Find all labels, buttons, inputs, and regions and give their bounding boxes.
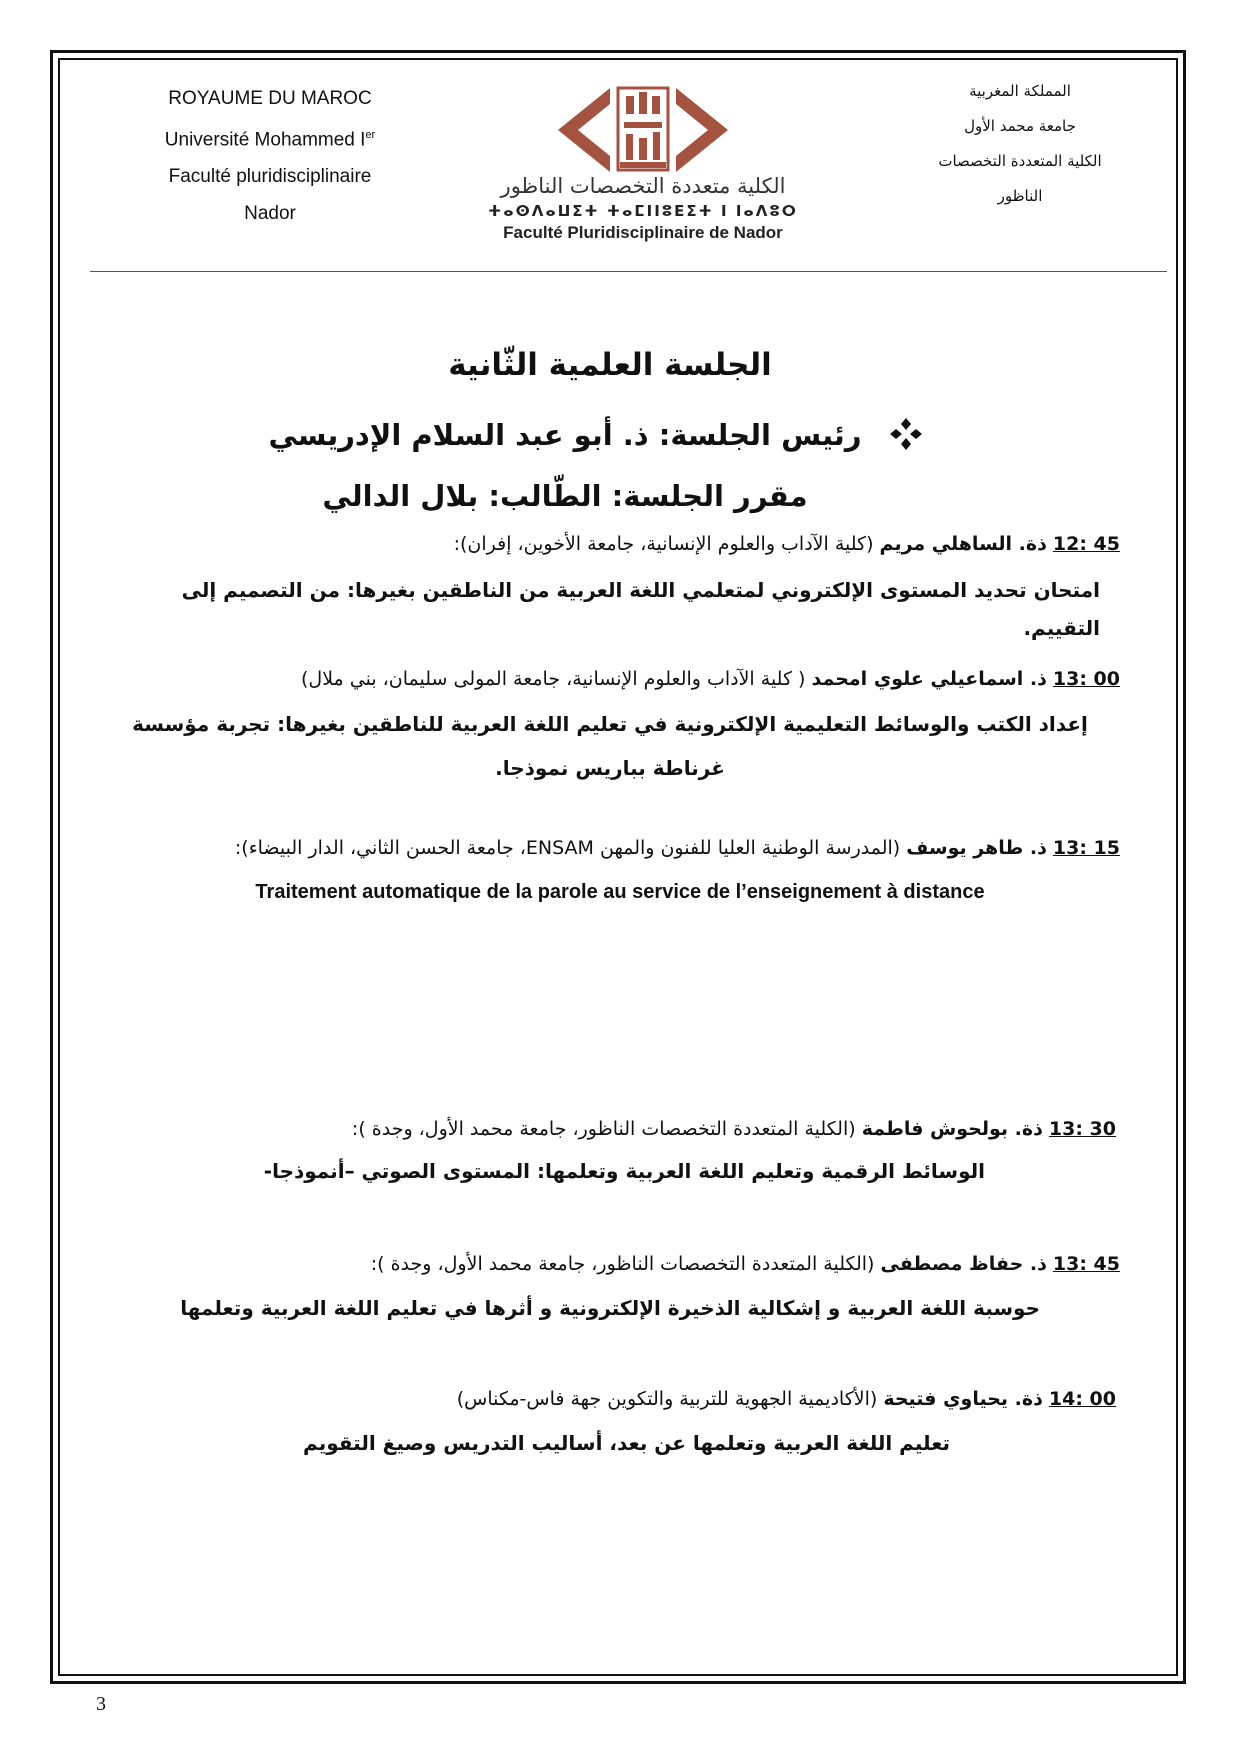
page-number: 3 bbox=[96, 1693, 106, 1715]
talk-item bbox=[120, 1110, 1120, 1190]
talk-title: إعداد الكتب والوسائط التعليمية الإلكترونية في تعليم اللغة العربية للناطقين بغيرها: تجربة مؤسسة غرناطة بباريس نموذجا. bbox=[132, 712, 1088, 780]
header-ar-kingdom: المملكة المغربية bbox=[969, 82, 1071, 100]
talk-affiliation: (المدرسة الوطنية العليا للفنون والمهن ENSAM، جامعة الحسن الثاني، الدار البيضاء): bbox=[234, 837, 901, 859]
talk-speaker: ذ. اسماعيلي علوي امحمد bbox=[811, 668, 1047, 690]
talk-header bbox=[120, 1380, 1120, 1418]
logo-tifinagh-name: ⵜⴰⵙⴷⴰⵡⵉⵜ ⵜⴰⵎⵏⵏⵓⴹⵉⵜ ⵏ ⵏⴰⴷⵓⵔ bbox=[488, 202, 798, 220]
session-rapporteur: مقرر الجلسة: الطّالب: بلال الدالي bbox=[322, 479, 808, 513]
talk-header bbox=[120, 1110, 1120, 1148]
header-fr-kingdom: ROYAUME DU MAROC bbox=[168, 88, 372, 109]
talk-speaker: ذة. الساهلي مريم bbox=[879, 533, 1047, 555]
talk-speaker: ذة. يحياوي فتيحة bbox=[883, 1388, 1043, 1410]
header-fr-faculty: Faculté pluridisciplinaire bbox=[168, 166, 372, 188]
talk-header bbox=[120, 660, 1120, 698]
talk-title: Traitement automatique de la parole au service de l’enseignement à distance bbox=[255, 881, 985, 903]
talk-header bbox=[120, 1245, 1120, 1283]
talk-speaker: ذة. بولحوش فاطمة bbox=[861, 1118, 1043, 1140]
faculty-emblem-icon bbox=[438, 78, 848, 178]
header-french-block bbox=[140, 80, 400, 232]
logo-french-name: Faculté Pluridisciplinaire de Nador bbox=[503, 223, 783, 242]
talk-time: 13: 15 bbox=[1052, 837, 1120, 859]
talk-header bbox=[120, 525, 1120, 563]
talk-affiliation: ( كلية الآداب والعلوم الإنسانية، جامعة المولى سليمان، بني ملال) bbox=[300, 668, 806, 690]
talk-item bbox=[120, 1380, 1120, 1462]
talk-speaker: ذ. طاهر يوسف bbox=[906, 837, 1047, 859]
talk-title: تعليم اللغة العربية وتعلمها عن بعد، أساليب التدريس وصيغ التقويم bbox=[303, 1431, 950, 1455]
talk-time: 12: 45 bbox=[1052, 533, 1120, 555]
logo-arabic-name: الكلية متعددة التخصصات الناظور bbox=[500, 174, 786, 198]
talk-item bbox=[120, 827, 1120, 911]
talk-item bbox=[120, 525, 1120, 647]
talk-item bbox=[120, 1245, 1120, 1327]
talk-time: 13: 45 bbox=[1052, 1253, 1120, 1275]
talk-time: 13: 00 bbox=[1052, 668, 1120, 690]
talk-affiliation: (الكلية المتعددة التخصصات الناظور، جامعة محمد الأول، وجدة ): bbox=[351, 1118, 856, 1140]
header-arabic-block bbox=[900, 74, 1140, 214]
talk-affiliation: (كلية الآداب والعلوم الإنسانية، جامعة الأخوين، إفران): bbox=[453, 533, 874, 555]
faculty-logo bbox=[438, 78, 848, 253]
talk-title: حوسبة اللغة العربية و إشكالية الذخيرة الإلكترونية و أثرها في تعليم اللغة العربية وتعلمها bbox=[180, 1296, 1040, 1320]
header-ar-city: الناظور bbox=[997, 187, 1043, 205]
header-ar-university: جامعة محمد الأول bbox=[964, 117, 1076, 135]
header-divider bbox=[90, 271, 1167, 272]
talk-time: 14: 00 bbox=[1048, 1388, 1116, 1410]
talk-item bbox=[120, 660, 1120, 790]
talk-speaker: ذ. حفاظ مصطفى bbox=[880, 1253, 1047, 1275]
session-title: الجلسة العلمية الثّانية bbox=[448, 347, 772, 383]
session-president: رئيس الجلسة: ذ. أبو عبد السلام الإدريسي bbox=[268, 418, 862, 452]
header-fr-university: Université Mohammed Ier bbox=[164, 129, 376, 151]
header-ar-faculty: الكلية المتعددة التخصصات bbox=[938, 152, 1102, 170]
talk-title: امتحان تحديد المستوى الإلكتروني لمتعلمي اللغة العربية من الناطقين بغيرها: من التصميم إلى التقييم. bbox=[181, 578, 1100, 640]
talk-title: الوسائط الرقمية وتعليم اللغة العربية وتعلمها: المستوى الصوتي –أنموذجا- bbox=[263, 1159, 985, 1183]
header-fr-city: Nador bbox=[244, 203, 296, 225]
talk-affiliation: (الكلية المتعددة التخصصات الناظور، جامعة محمد الأول، وجدة ): bbox=[370, 1253, 875, 1275]
talk-affiliation: (الأكاديمية الجهوية للتربية والتكوين جهة فاس-مكناس) bbox=[456, 1388, 878, 1410]
talk-header bbox=[120, 827, 1120, 869]
talk-time: 13: 30 bbox=[1048, 1118, 1116, 1140]
four-diamond-bullet-icon bbox=[888, 416, 924, 452]
